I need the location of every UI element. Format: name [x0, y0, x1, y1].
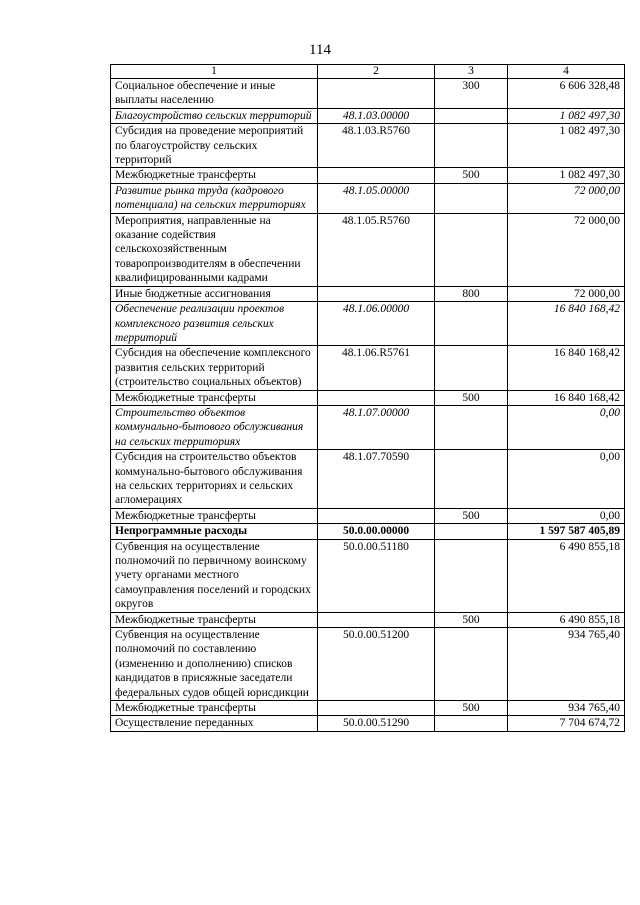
- cell-kind: 800: [435, 286, 508, 301]
- cell-amount: 6 490 855,18: [508, 539, 625, 612]
- table-row: [111, 390, 625, 405]
- table-row: [111, 524, 625, 539]
- cell-name: Субсидия на проведение мероприятий по благоустройству сельских территорий: [111, 124, 318, 168]
- cell-amount: 16 840 168,42: [508, 302, 625, 346]
- cell-kind: 500: [435, 701, 508, 716]
- cell-name: Социальное обеспечение и иные выплаты населению: [111, 79, 318, 109]
- table-row: [111, 213, 625, 286]
- table-row: [111, 286, 625, 301]
- cell-name: Субсидия на строительство объектов коммунально-бытового обслуживания на сельских территориях и сельских агломерациях: [111, 450, 318, 509]
- cell-code: 50.0.00.51180: [318, 539, 435, 612]
- cell-kind: 300: [435, 79, 508, 109]
- cell-kind: [435, 628, 508, 701]
- cell-kind: [435, 302, 508, 346]
- cell-amount: 934 765,40: [508, 628, 625, 701]
- cell-kind: [435, 213, 508, 286]
- header-cell-amount: 4: [508, 65, 625, 79]
- table-row: [111, 539, 625, 612]
- budget-table: [110, 64, 625, 732]
- cell-code: 50.0.00.00000: [318, 524, 435, 539]
- table-row: [111, 124, 625, 168]
- cell-kind: 500: [435, 168, 508, 183]
- cell-amount: 0,00: [508, 450, 625, 509]
- table-row: [111, 612, 625, 627]
- cell-code: [318, 286, 435, 301]
- cell-name: Благоустройство сельских территорий: [111, 108, 318, 123]
- cell-code: [318, 701, 435, 716]
- page-number: 114: [309, 42, 331, 58]
- table-row: [111, 79, 625, 109]
- cell-kind: [435, 346, 508, 390]
- cell-kind: [435, 124, 508, 168]
- cell-code: 50.0.00.51200: [318, 628, 435, 701]
- cell-amount: 0,00: [508, 405, 625, 449]
- cell-kind: [435, 716, 508, 731]
- table-row: [111, 302, 625, 346]
- table-body: [111, 79, 625, 732]
- cell-name: Обеспечение реализации проектов комплексного развития сельских территорий: [111, 302, 318, 346]
- cell-amount: 16 840 168,42: [508, 390, 625, 405]
- cell-code: 48.1.07.00000: [318, 405, 435, 449]
- cell-name: Субвенция на осуществление полномочий по составлению (изменению и дополнению) списков кандидатов в присяжные заседатели федеральных судов общей юрисдикции: [111, 628, 318, 701]
- cell-kind: [435, 450, 508, 509]
- cell-name: Непрограммные расходы: [111, 524, 318, 539]
- table-row: [111, 183, 625, 213]
- cell-kind: [435, 108, 508, 123]
- cell-code: 48.1.06.R5761: [318, 346, 435, 390]
- table-row: [111, 701, 625, 716]
- cell-kind: 500: [435, 612, 508, 627]
- cell-amount: 0,00: [508, 508, 625, 523]
- cell-code: 50.0.00.51290: [318, 716, 435, 731]
- cell-amount: 934 765,40: [508, 701, 625, 716]
- cell-kind: 500: [435, 508, 508, 523]
- cell-code: [318, 508, 435, 523]
- cell-code: 48.1.03.00000: [318, 108, 435, 123]
- cell-name: Межбюджетные трансферты: [111, 701, 318, 716]
- cell-code: 48.1.03.R5760: [318, 124, 435, 168]
- cell-code: [318, 390, 435, 405]
- table-row: [111, 405, 625, 449]
- cell-kind: [435, 539, 508, 612]
- cell-name: Межбюджетные трансферты: [111, 168, 318, 183]
- header-cell-name: 1: [111, 65, 318, 79]
- cell-code: 48.1.06.00000: [318, 302, 435, 346]
- cell-name: Межбюджетные трансферты: [111, 508, 318, 523]
- cell-amount: 16 840 168,42: [508, 346, 625, 390]
- cell-code: 48.1.05.00000: [318, 183, 435, 213]
- cell-name: Мероприятия, направленные на оказание содействия сельскохозяйственным товаропроизводителям в обеспечении квалифицированными кадрами: [111, 213, 318, 286]
- cell-name: Межбюджетные трансферты: [111, 390, 318, 405]
- cell-amount: 72 000,00: [508, 286, 625, 301]
- cell-kind: [435, 405, 508, 449]
- table-row: [111, 108, 625, 123]
- table-row: [111, 168, 625, 183]
- cell-amount: 6 490 855,18: [508, 612, 625, 627]
- cell-amount: 72 000,00: [508, 213, 625, 286]
- table-row: [111, 628, 625, 701]
- cell-kind: 500: [435, 390, 508, 405]
- cell-amount: 1 082 497,30: [508, 108, 625, 123]
- cell-amount: 72 000,00: [508, 183, 625, 213]
- cell-name: Развитие рынка труда (кадрового потенциала) на сельских территориях: [111, 183, 318, 213]
- cell-name: Субсидия на обеспечение комплексного развития сельских территорий (строительство социальных объектов): [111, 346, 318, 390]
- cell-name: Осуществление переданных: [111, 716, 318, 731]
- table-row: [111, 716, 625, 731]
- cell-code: 48.1.07.70590: [318, 450, 435, 509]
- table-row: [111, 508, 625, 523]
- cell-name: Строительство объектов коммунально-бытового обслуживания на сельских территориях: [111, 405, 318, 449]
- header-cell-code: 2: [318, 65, 435, 79]
- cell-code: [318, 168, 435, 183]
- cell-kind: [435, 524, 508, 539]
- cell-amount: 1 082 497,30: [508, 124, 625, 168]
- cell-code: [318, 79, 435, 109]
- cell-name: Иные бюджетные ассигнования: [111, 286, 318, 301]
- cell-amount: 7 704 674,72: [508, 716, 625, 731]
- cell-code: [318, 612, 435, 627]
- table-row: [111, 450, 625, 509]
- table-row: [111, 346, 625, 390]
- cell-kind: [435, 183, 508, 213]
- cell-amount: 1 082 497,30: [508, 168, 625, 183]
- header-cell-kind: 3: [435, 65, 508, 79]
- cell-name: Субвенция на осуществление полномочий по первичному воинскому учету органами местного самоуправления поселений и городских округов: [111, 539, 318, 612]
- cell-amount: 1 597 587 405,89: [508, 524, 625, 539]
- table-header-row: [111, 65, 625, 79]
- cell-amount: 6 606 328,48: [508, 79, 625, 109]
- cell-code: 48.1.05.R5760: [318, 213, 435, 286]
- cell-name: Межбюджетные трансферты: [111, 612, 318, 627]
